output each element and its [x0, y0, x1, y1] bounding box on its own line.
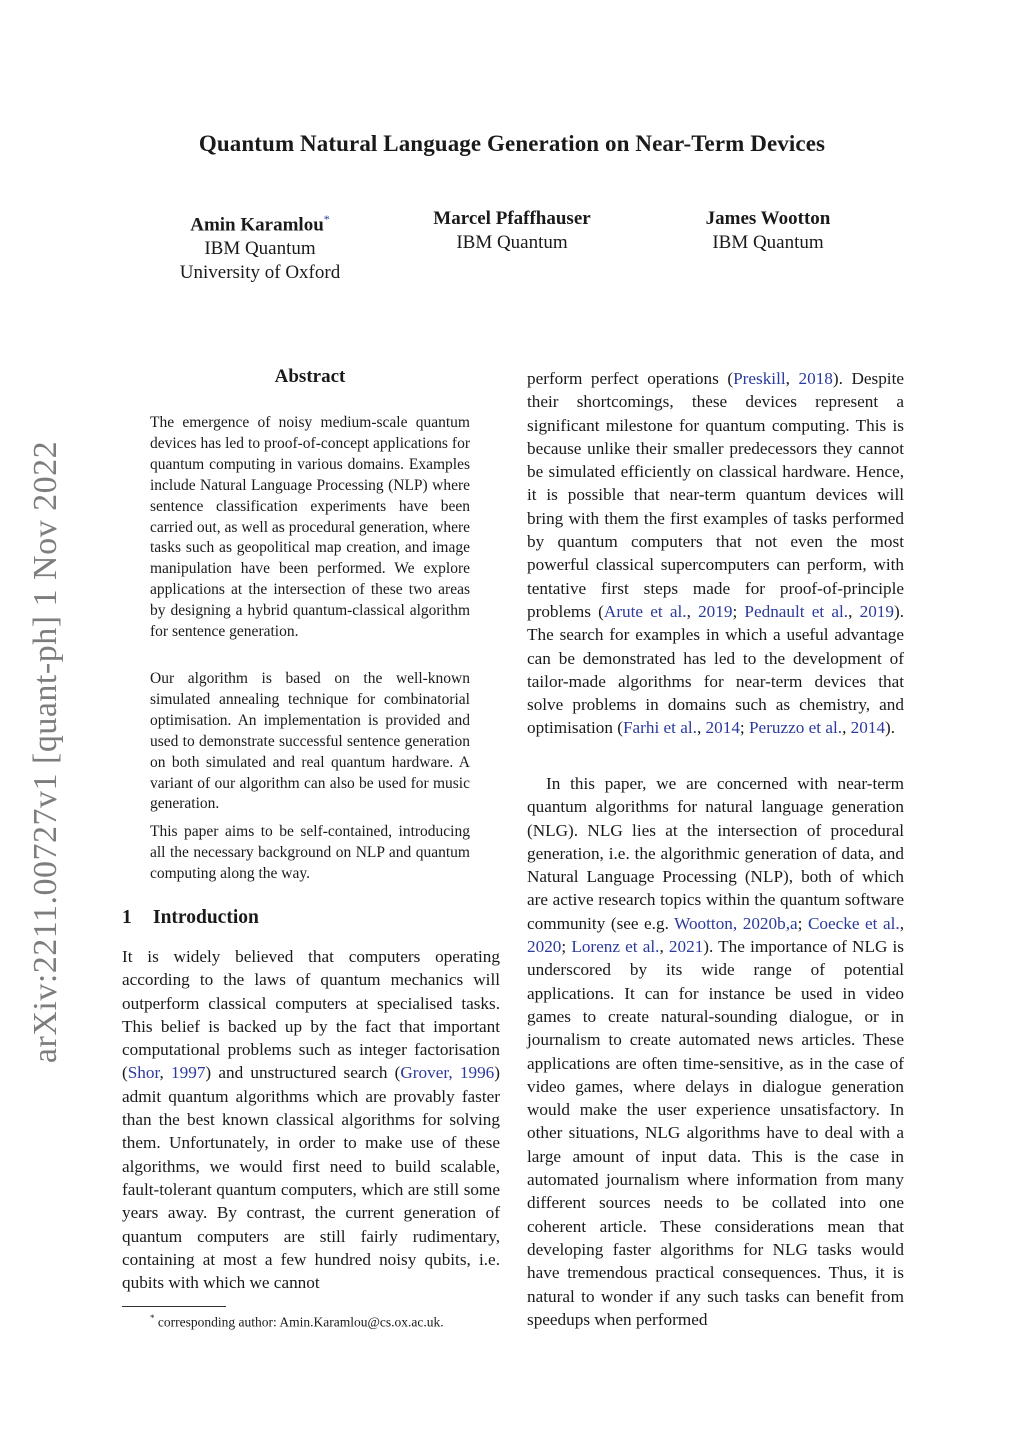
- paper-title: Quantum Natural Language Generation on Near-Term Devices: [198, 131, 826, 156]
- body-text: In this paper, we are concerned with near-term quantum algorithms for natural language generation (NLG). NLG lies at the intersection of procedural generation, i.e. the algorithmic generation of data, and Natural Language Processing (NLP), both of which are active research topics within the quantum software community (see e.g.: [527, 774, 904, 933]
- abstract-paragraph-3: [150, 822, 470, 885]
- body-text: ,: [848, 601, 860, 621]
- body-text: ).: [885, 718, 896, 738]
- abstract-paragraph-2-text: Our algorithm is based on the well-known simulated annealing technique for combinatorial optimisation. An implementation is provided and used to demonstrate successful sentence generation on both simulated and real quantum hardware. A variant of our algorithm can also be used for music generation.: [150, 670, 470, 813]
- citation-link[interactable]: 2021: [668, 937, 704, 957]
- body-text: ,: [159, 1063, 172, 1083]
- citation-link[interactable]: Peruzzo et al.: [749, 718, 843, 738]
- abstract-paragraph-1-text: The emergence of noisy medium-scale quantum devices has led to proof-of-concept applications for quantum computing in various domains. Examples include Natural Language Processing (NLP) where sentence classification experiments have been carried out, as well as procedural generation, where tasks such as geopolitical map creation, and image manipulation have been performed. We explore applications at the intersection of these two areas by designing a hybrid quantum-classical algorithm for sentence generation.: [150, 414, 470, 641]
- author-1-affiliation-2: University of Oxford: [179, 262, 341, 284]
- body-text: ;: [732, 601, 745, 621]
- citation-link[interactable]: Arute et al.: [603, 601, 687, 621]
- author-1-name: Amin Karamlou: [190, 214, 324, 236]
- body-text: ,: [696, 718, 706, 738]
- section-number: 1: [122, 907, 132, 928]
- body-text: ;: [797, 913, 808, 933]
- body-text: ;: [561, 937, 572, 957]
- author-1-footnote-mark[interactable]: *: [323, 212, 330, 226]
- body-text: ,: [899, 913, 904, 933]
- body-text: ). The search for examples in which a useful advantage can be demonstrated has led to the development of tailor-made algorithms for near-term devices that solve problems in domains such as chemistry, and optimisation (: [527, 601, 904, 738]
- footnote-mark: *: [150, 1313, 155, 1323]
- citation-link[interactable]: Farhi et al.: [622, 718, 697, 738]
- citation-link[interactable]: Pednault et al.: [744, 601, 849, 621]
- citation-link[interactable]: 2018: [798, 369, 833, 388]
- footnote-text: corresponding author: Amin.Karamlou@cs.ox.ac.uk.: [157, 1314, 444, 1330]
- author-2: [402, 207, 622, 255]
- body-text: ,: [785, 369, 799, 388]
- footnote: [150, 1313, 444, 1331]
- intro-right-column-top: [527, 367, 904, 740]
- author-2-affiliation-1: IBM Quantum: [456, 232, 568, 253]
- citation-link[interactable]: Wootton, 2020b,a: [674, 913, 798, 933]
- author-1: [150, 207, 370, 285]
- body-text: ,: [686, 601, 699, 621]
- body-text: ,: [659, 937, 669, 957]
- citation-link[interactable]: 1997: [171, 1063, 206, 1083]
- body-text: ). The importance of NLG is underscored by its wide range of potential applications. It can for instance be used in video games to create natural-sounding dialogue, or in journalism to create automated news articles. These applications are often time-sensitive, as in the case of video games, where delays in dialogue generation would make the user experience unsatisfactory. In other situations, NLG algorithms have to deal with a large amount of input data. This is the case in automated journalism where information from many different sources needs to be collated into one coherent article. These considerations mean that developing faster algorithms for NLG tasks would have tremendous practical consequences. Thus, it is natural to wonder if any such tasks can benefit from speedups when performed: [527, 937, 904, 1329]
- intro-right-column-bottom: [527, 772, 904, 1331]
- citation-link[interactable]: 2014: [705, 718, 740, 738]
- abstract-paragraph-3-text: This paper aims to be self-contained, introducing all the necessary background on NLP and quantum computing along the way.: [150, 823, 470, 882]
- citation-link[interactable]: Preskill: [733, 369, 786, 388]
- body-text: ) admit quantum algorithms which are provably faster than the best known classical algorithms for solving them. Unfortunately, in order to make use of these algorithms, we would first need to build scalable, fault-tolerant quantum computers, which are still some years away. By contrast, the current generation of quantum computers are still fairly rudimentary, containing at most a few hundred noisy qubits, i.e. qubits with which we cannot: [122, 1063, 500, 1293]
- abstract-heading: Abstract: [274, 366, 346, 387]
- body-text: It is widely believed that computers operating according to the laws of quantum mechanics will outperform classical computers at specialised tasks. This belief is backed up by the fact that important computational problems such as integer factorisation (: [122, 947, 500, 1083]
- intro-paragraph-2: [527, 772, 904, 1331]
- body-text: ) and unstructured search (: [205, 1063, 401, 1083]
- section-heading: [122, 907, 259, 929]
- abstract-paragraph-1: [150, 413, 470, 643]
- author-2-name: Marcel Pfaffhauser: [433, 208, 591, 229]
- citation-link[interactable]: 2019: [698, 601, 733, 621]
- author-3-affiliation-1: IBM Quantum: [712, 232, 824, 253]
- body-text: perform perfect operations (: [527, 369, 734, 388]
- author-3: [658, 207, 878, 255]
- footnote-rule: [122, 1306, 226, 1307]
- citation-link[interactable]: Lorenz et al.: [571, 937, 660, 957]
- author-1-affiliation-1: IBM Quantum: [204, 238, 316, 260]
- intro-paragraph-1-continued: [527, 367, 904, 740]
- author-3-name: James Wootton: [705, 208, 831, 229]
- citation-link[interactable]: Grover, 1996: [400, 1063, 495, 1083]
- arxiv-stamp: arXiv:2211.00727v1 [quant-ph] 1 Nov 2022: [27, 440, 64, 1064]
- body-text: ;: [739, 718, 749, 738]
- citation-link[interactable]: 2014: [850, 718, 886, 738]
- citation-link[interactable]: Coecke et al.: [807, 913, 900, 933]
- citation-link[interactable]: 2019: [859, 601, 894, 621]
- section-title: Introduction: [153, 907, 259, 928]
- intro-paragraph-1: [122, 945, 500, 1294]
- citation-link[interactable]: 2020: [527, 937, 562, 957]
- abstract-paragraph-2: [150, 669, 470, 815]
- citation-link[interactable]: Shor: [127, 1063, 160, 1083]
- intro-left-column: [122, 945, 500, 1294]
- body-text: ). Despite their shortcomings, these devices represent a significant milestone for quantum computing. This is because unlike their smaller predecessors they cannot be simulated efficiently on classical hardware. Hence, it is possible that near-term quantum devices will bring with them the first examples of tasks performed by quantum computers that not even the most powerful classical supercomputers can perform, with tentative first steps made for proof-of-principle problems (: [527, 369, 904, 621]
- body-text: ,: [842, 718, 851, 738]
